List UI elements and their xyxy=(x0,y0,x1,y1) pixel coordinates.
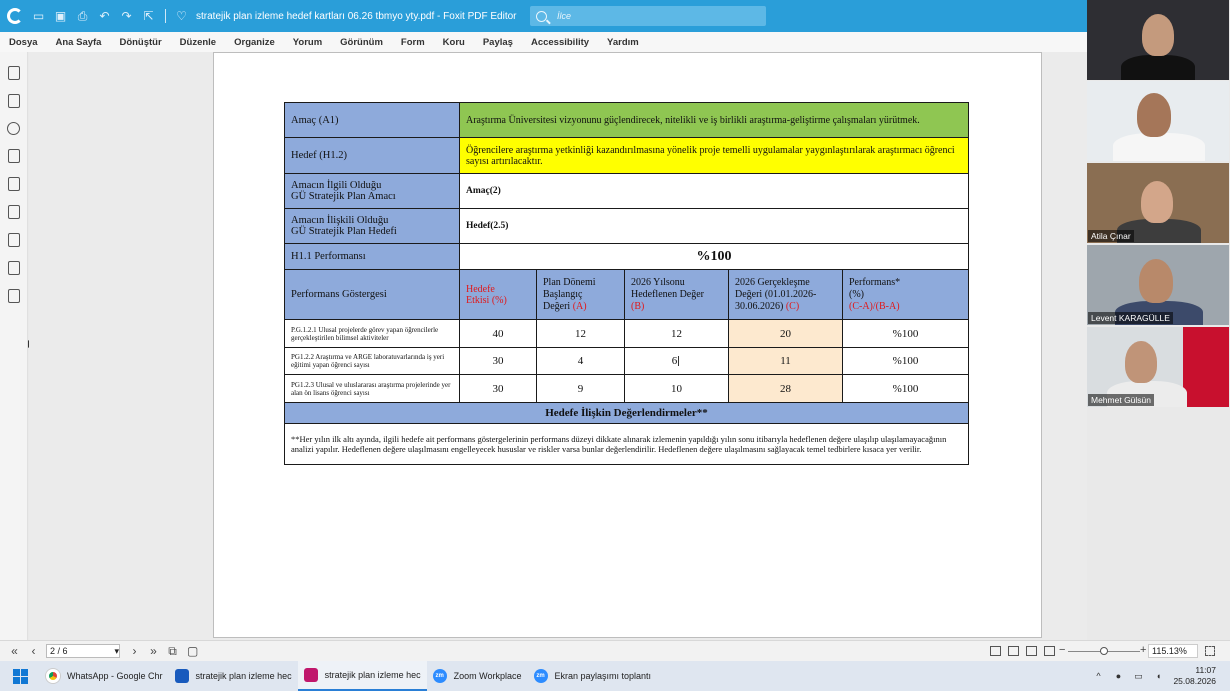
open-folder-icon[interactable]: ▭ xyxy=(32,8,45,23)
indicator-b-cell xyxy=(625,348,729,375)
indicator-c: 11 xyxy=(729,348,843,375)
video-tile[interactable] xyxy=(1087,327,1229,407)
baslangic-header-line3: Değeri xyxy=(543,300,571,312)
search-input[interactable]: İlce xyxy=(557,11,572,21)
first-page-icon[interactable]: « xyxy=(11,644,18,658)
indicator-b: 10 xyxy=(625,375,729,403)
header-row xyxy=(285,270,969,320)
zoom-out-icon[interactable]: − xyxy=(1059,644,1066,656)
participant-video xyxy=(1113,133,1205,161)
indicator-name: PG1.2.3 Ulusal ve uluslararası araştırma projelerinde yer alan ön lisans öğrenci sayısı xyxy=(285,375,460,403)
perf-header-line1: Performans* xyxy=(849,276,901,288)
indicator-a: 4 xyxy=(537,348,625,375)
hedef-code: (B) xyxy=(631,300,645,312)
zoom-share-icon: zm xyxy=(534,669,548,683)
clock[interactable] xyxy=(1173,665,1216,687)
video-tile[interactable] xyxy=(1087,0,1229,80)
indicator-etki: 30 xyxy=(460,348,537,375)
taskbar-zoom[interactable] xyxy=(427,661,528,691)
hedef-header-line2: Hedeflenen Değer xyxy=(631,288,705,300)
hedef-label: Hedef (H1.2) xyxy=(285,138,460,174)
table-row xyxy=(285,403,969,424)
participant-video xyxy=(1142,14,1174,56)
table-row xyxy=(285,174,969,209)
iliskili-hedef-label xyxy=(285,209,460,244)
windows-start-icon[interactable] xyxy=(13,669,28,684)
table-row xyxy=(285,209,969,244)
participant-name: Atila Çınar xyxy=(1088,230,1134,242)
gercek-code: (C) xyxy=(785,300,800,312)
zoom-slider-handle[interactable] xyxy=(1100,647,1108,655)
ilgili-amac-label xyxy=(285,174,460,209)
menu-donustur[interactable]: Dönüştür xyxy=(119,36,162,48)
document-area xyxy=(29,52,1087,640)
heart-icon[interactable]: ♡ xyxy=(176,8,187,23)
baslangic-code: (A) xyxy=(572,300,587,312)
menu-duzenle[interactable]: Düzenle xyxy=(179,36,217,48)
taskbar-label: stratejik plan izleme hec xyxy=(195,671,292,681)
next-page-icon[interactable]: › xyxy=(132,644,137,658)
taskbar xyxy=(0,661,1230,691)
flag-background xyxy=(1183,327,1229,407)
taskbar-label: Ekran paylaşımı toplantı xyxy=(554,671,652,681)
zoom-in-icon[interactable]: + xyxy=(1140,644,1147,656)
toolbar-divider xyxy=(165,9,166,23)
indicator-name: P.G.1.2.1 Ulusal projelerde görev yapan öğrencilerle gerçekleştirilen bilimsel aktiviteler xyxy=(285,320,460,348)
participant-name: Mehmet Gülsün xyxy=(1088,394,1154,406)
indicator-etki: 30 xyxy=(460,375,537,403)
iliskili-label-line1: Amacın İlişkili Olduğu xyxy=(291,215,389,226)
menu-koru[interactable]: Koru xyxy=(442,36,465,48)
indicator-c: 20 xyxy=(729,320,843,348)
table-row xyxy=(285,244,969,270)
zoom-level-input[interactable]: 115.13% xyxy=(1148,644,1198,658)
export-icon[interactable]: ⇱ xyxy=(143,8,154,23)
etki-header-line1: Hedefe xyxy=(466,283,495,295)
foxit-logo-icon xyxy=(7,8,23,24)
taskbar-label: WhatsApp - Google Chr xyxy=(67,671,163,681)
word-icon xyxy=(175,669,189,683)
chevron-up-icon[interactable]: ^ xyxy=(1096,671,1101,681)
security-icon[interactable] xyxy=(8,205,20,219)
gosterge-header: Performans Göstergesi xyxy=(285,270,460,320)
foxit-icon xyxy=(304,668,318,682)
copy-icon[interactable] xyxy=(8,289,20,303)
layers-icon[interactable] xyxy=(8,149,20,163)
participant-video xyxy=(1139,259,1173,303)
page-dropdown-icon[interactable]: ▾ xyxy=(114,646,119,656)
performans-value: %100 xyxy=(460,244,969,270)
amac-value: Araştırma Üniversitesi vizyonunu güçlendirecek, nitelikli ve iş birlikli araştırma-geliştirme çalışmaları yürütmek. xyxy=(460,103,969,138)
search-box[interactable] xyxy=(530,6,766,26)
etki-header-line2: Etkisi (%) xyxy=(466,294,507,306)
ilgili-amac-value: Amaç(2) xyxy=(460,174,969,209)
table-row xyxy=(285,138,969,174)
indicator-name: PG1.2.2 Araştırma ve ARGE laboratuvarlarında iş yeri eğitimi yapan öğrenci sayısı xyxy=(285,348,460,375)
iliskili-label-line2: GÜ Stratejik Plan Hedefi xyxy=(291,226,397,237)
continuous-facing-view-icon[interactable] xyxy=(1044,646,1055,656)
page-view-icon[interactable]: ▢ xyxy=(187,644,199,658)
table-row xyxy=(285,103,969,138)
clock-time: 11:07 xyxy=(1195,665,1216,675)
attachment-icon[interactable] xyxy=(8,177,20,191)
menu-yorum[interactable]: Yorum xyxy=(292,36,323,48)
menu-form[interactable]: Form xyxy=(400,36,425,48)
indicator-b: 6 xyxy=(671,355,678,367)
baslangic-header-line2: Başlangıç xyxy=(543,288,583,300)
etki-header xyxy=(460,270,537,320)
signature-icon[interactable] xyxy=(8,261,20,275)
ilgili-label-line1: Amacın İlgili Olduğu xyxy=(291,180,382,191)
gerceklesme-header xyxy=(729,270,843,320)
undo-icon[interactable]: ↶ xyxy=(99,8,110,23)
last-page-icon[interactable]: » xyxy=(150,644,157,658)
save-icon[interactable]: ▣ xyxy=(54,8,67,23)
taskbar-screen-share[interactable] xyxy=(528,661,658,691)
performance-table xyxy=(284,102,969,465)
taskbar-label: Zoom Workplace xyxy=(453,671,522,681)
menu-yardim[interactable]: Yardım xyxy=(607,36,639,48)
menu-organize[interactable]: Organize xyxy=(234,36,275,48)
hedef-value: Öğrencilere araştırma yetkinliği kazandırılmasına yönelik proje temelli uygulamalar yaygınlaştırılarak araştırmacı öğrenci sayısı artırılacaktır. xyxy=(460,138,969,174)
participant-video xyxy=(1141,181,1173,223)
taskbar-word[interactable] xyxy=(169,661,298,691)
zoom-icon: zm xyxy=(433,669,447,683)
duplicate-page-icon[interactable]: ⧉ xyxy=(168,643,177,658)
video-panel xyxy=(1087,0,1230,640)
status-bar xyxy=(0,640,1230,661)
volume-icon[interactable]: ◖ xyxy=(1155,671,1162,681)
zoom-slider[interactable] xyxy=(1068,651,1140,652)
performans-header xyxy=(843,270,969,320)
indicator-perf: %100 xyxy=(843,320,969,348)
indicator-c: 28 xyxy=(729,375,843,403)
ilgili-label-line2: GÜ Stratejik Plan Amacı xyxy=(291,191,396,202)
participant-name: Levent KARAGÜLLE xyxy=(1088,312,1173,324)
search-icon xyxy=(536,11,547,22)
iliskili-hedef-value: Hedef(2.5) xyxy=(460,209,969,244)
indicator-a: 12 xyxy=(537,320,625,348)
participant-video xyxy=(1121,55,1195,80)
gercek-header-line1: 2026 Gerçekleşme xyxy=(735,276,810,288)
evaluation-note: **Her yılın ilk altı ayında, ilgili hedefe ait performans göstergelerinin performans düzeyi dikkate alınarak izlemenin yapıldığı yılın sonu itibarıyla hedeflenen değere ulaşılıp ulaşılamayacağının analizi yapılır. Hedeflenen değere ulaşılmasını engelleyecek hususlar ve riskler varsa bunlar değerlendirilir. Hedeflenen değere ulaşılmasını sağlayacak temel tedbirlere kısaca yer verilir. xyxy=(285,424,969,465)
baslangic-header-line1: Plan Dönemi xyxy=(543,276,596,288)
perf-header-line2: (%) xyxy=(849,288,864,300)
taskbar-foxit[interactable] xyxy=(298,661,427,691)
menu-paylas[interactable]: Paylaş xyxy=(482,36,513,48)
participant-video xyxy=(1125,341,1157,383)
menu-bar xyxy=(0,32,1087,52)
video-tile[interactable] xyxy=(1087,245,1229,325)
clock-date: 25.08.2026 xyxy=(1173,676,1216,686)
gercek-header-line3: 30.06.2026) xyxy=(735,300,784,312)
participant-video xyxy=(1137,93,1171,137)
baslangic-header xyxy=(537,270,625,320)
title-bar xyxy=(0,0,1087,32)
taskbar-chrome[interactable] xyxy=(40,661,169,691)
page-indicator: 2 / 6 xyxy=(50,646,68,656)
indicator-perf: %100 xyxy=(843,348,969,375)
window-title: stratejik plan izleme hedef kartları 06.26 tbmyo yty.pdf - Foxit PDF Editor xyxy=(196,10,517,22)
left-sidebar xyxy=(0,52,28,640)
comment-icon[interactable] xyxy=(7,122,20,135)
system-tray xyxy=(1093,661,1230,691)
previous-page-icon[interactable]: ‹ xyxy=(31,644,36,658)
continuous-view-icon[interactable] xyxy=(1008,646,1019,656)
pages-icon[interactable] xyxy=(8,94,20,108)
text-cursor-icon xyxy=(678,356,681,366)
microphone-icon[interactable]: ● xyxy=(1115,671,1122,681)
amac-label: Amaç (A1) xyxy=(285,103,460,138)
table-row xyxy=(285,375,969,403)
menu-gorunum[interactable]: Görünüm xyxy=(340,36,383,48)
network-icon[interactable]: ▭ xyxy=(1134,671,1143,681)
menu-dosya[interactable]: Dosya xyxy=(9,36,38,48)
table-row xyxy=(285,348,969,375)
single-page-view-icon[interactable] xyxy=(990,646,1001,656)
perf-formula: (C-A)/(B-A) xyxy=(849,300,900,312)
chrome-icon xyxy=(46,669,60,683)
table-row xyxy=(285,320,969,348)
fullscreen-icon[interactable] xyxy=(1205,646,1215,656)
print-icon[interactable]: ⎙ xyxy=(77,8,88,23)
performans-label: H1.1 Performansı xyxy=(285,244,460,270)
bookmark-icon[interactable] xyxy=(8,66,20,80)
menu-ana-sayfa[interactable]: Ana Sayfa xyxy=(55,36,102,48)
pdf-page xyxy=(213,52,1042,638)
table-row xyxy=(285,424,969,465)
indicator-a: 9 xyxy=(537,375,625,403)
redo-icon[interactable]: ↷ xyxy=(121,8,132,23)
taskbar-label: stratejik plan izleme hec xyxy=(324,670,421,680)
video-tile[interactable] xyxy=(1087,163,1229,243)
indicator-b: 12 xyxy=(625,320,729,348)
indicator-etki: 40 xyxy=(460,320,537,348)
facing-view-icon[interactable] xyxy=(1026,646,1037,656)
gercek-header-line2: Değeri (01.01.2026- xyxy=(735,288,817,300)
indicator-perf: %100 xyxy=(843,375,969,403)
document-icon[interactable] xyxy=(8,233,20,247)
page-number-input[interactable] xyxy=(46,644,120,658)
video-tile[interactable] xyxy=(1087,81,1229,161)
hedef-header-line1: 2026 Yılsonu xyxy=(631,276,685,288)
evaluation-title: Hedefe İlişkin Değerlendirmeler** xyxy=(285,403,969,424)
hedef-deger-header xyxy=(625,270,729,320)
menu-accessibility[interactable]: Accessibility xyxy=(530,36,590,48)
